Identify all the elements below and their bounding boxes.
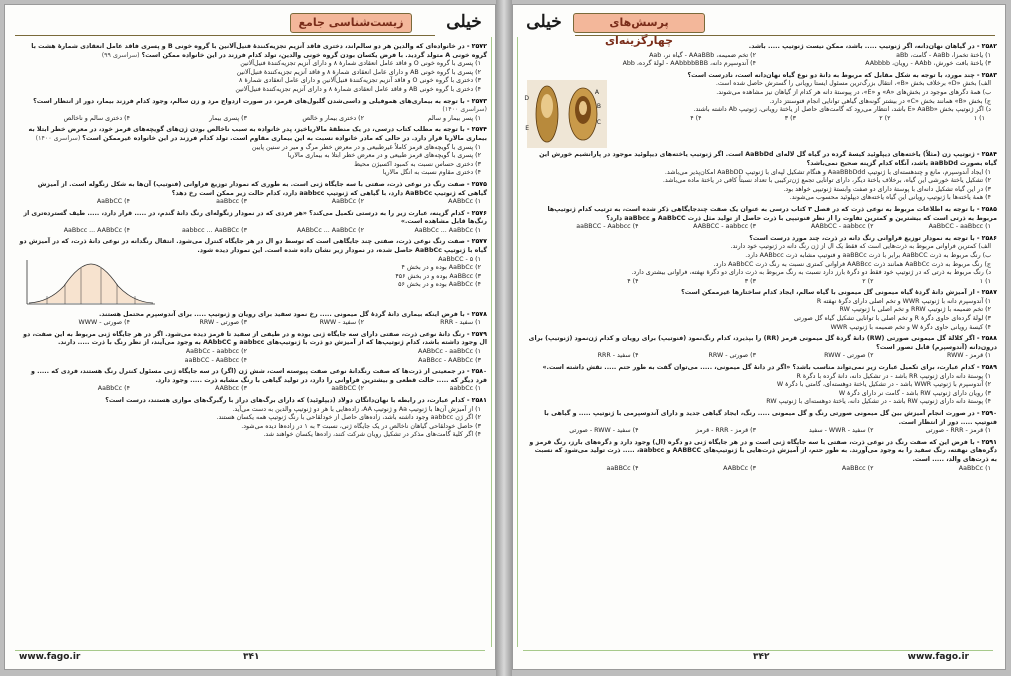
option-1: ۱) پسری با گویچه‌های قرمز کاملاً غیرطبیعی و در معرض خطر مرگ و میر در سنین پایین — [251, 143, 481, 151]
option-3: ۳) لولهٔ گرده‌ای حاوی دگرهٔ R و تخم اصلی با توانایی تشکیل گیاه گل صورتی — [794, 315, 991, 323]
option-3: ۳) AaBBcc - AABbCc — [418, 356, 481, 364]
question-stem: با توجه به اطلاعات مربوط به نوعی ذرت که در فصل ۳ کتاب درسی به عنوان یک صفت چندجایگاهی ذکر شده است، به ترتیب کدام ژنوتیپ‌ها مربوط به ذرتی است که بیشترین و کمترین تفاوت را از نظر فنوتیپی با ذرت حاصل از تولید مثل ذرت AaBbCC و aaBbcc دارد؟ — [547, 205, 997, 222]
question-stem: رنگ دانهٔ نوعی ذرت، صفتی دارای سه جایگاه ژنی بوده و در طیفی از سفید تا قرمز دیده می‌شود. اگر در هر جایگاه ژنی مربوط به این صفت، دو ال وجود داشته باشد، کدام ژنوتیپ‌ها که از آمیزش دو ذرت با ژنوتیپ‌های aabbcc و AAbbCC به وجود می‌آیند، از نظر رنگ با ذرت ..... دارند. — [23, 330, 487, 347]
question-stem: در جمعیتی از ذرت‌ها که صفت رنگدانهٔ نوعی صفت پیوسته است، شش ژن (اگر) در سه جایگاه ژنی مسئول کنترل رنگ هستند، فردی که ..... و فرد دیگر که ..... حالت قطعی و بیشترین فراوانی را دارد، در تولید گیاهی با رنگ مشابه ذرت ..... وجود دارد. — [31, 368, 487, 384]
option-2: ۲) AaBBcc — [841, 464, 874, 472]
option-4: ۴) دختری با گروه خونی AB و فاقد عامل انعقادی شمارهٔ ۸ و دارای آنزیم تجزیه‌کنندهٔ فنیل‌آلانین — [235, 85, 481, 93]
question-number: ۲۵۸۱ - — [466, 397, 487, 404]
statement-a: الف) کمترین فراوانی مربوط به ذرت‌هایی است که فقط یک ال از ژن رنگ دانه در ژنوتیپ خود دارند. — [730, 243, 991, 251]
option-1: ۱) پوستهٔ دانه دارای ژنوتیپ RR باشد - در تشکیل دانه، دانهٔ گرده با دگرهٔ R — [796, 372, 991, 380]
question-number: ۲۵۹۱ - — [976, 438, 997, 446]
question-number: ۲۵۸۳ - — [976, 71, 997, 79]
question-number: ۲۵۸۴ - — [976, 151, 997, 159]
question-stem: ژنوتیپ زن (مثلاً) یاخته‌های دیپلوئید کیسهٔ گرده در گیاه گل لاله‌ای AaBbDd است. اگر ژنوتیپ یاخته‌های دیپلوئید موجود در پارانشیم خورش این گیاه بصورت aaBbDd باشد، آنگاه کدام گزینه صحیح نمی‌باشد؟ — [539, 151, 997, 167]
left-footer-url[interactable]: www.fago.ir — [19, 652, 81, 662]
question-2581 — [19, 397, 487, 440]
question-stem: صفت رنگ در نوعی ذرت، صفتی با سه جایگاه ژنی است. به طوری که نمودار توزیع فراوانی (فنوتیپ) آن‌ها به شکل زنگوله است. از آمیزش گیاهی که ژنوتیپ AaBbCc دارد، با گیاهی که ژنوتیپ aabbcc دارد، کدام حالت زیر ممکن است رخ دهد؟ — [37, 180, 487, 197]
option-1: ۱) AaBbCC - aaBbcc — [928, 223, 991, 231]
right-side-rule — [517, 37, 518, 647]
option-3: ۳) صورتی - RRW — [199, 319, 247, 327]
option-1: ۱) سفید - RRR — [440, 319, 481, 327]
option-2: ۲) پسری با گروه خونی AB و دارای عامل انعقادی شمارهٔ ۸ و فاقد آنزیم تجزیه‌کنندهٔ فنیل‌آلانین — [236, 68, 481, 76]
question-2587 — [527, 289, 997, 332]
figure-label-b: B — [596, 103, 601, 111]
book-gutter — [496, 0, 512, 676]
option-1: ۱) پسری با گروه خونی O و فاقد عامل انعقادی شمارهٔ ۸ و دارای آنزیم تجزیه‌کنندهٔ فنیل‌آلانین — [240, 60, 481, 68]
question-stem: در خانواده‌ای که والدین هر دو سالم‌اند، دختری فاقد آنزیم تجزیه‌کنندهٔ فنیل‌آلانین با گروه خونی B و پسری فاقد عامل انعقادی شمارهٔ هشت با گروه خونی A متولد گردید. با فرض یکسان بودن گروه خونی والدین، تولد کدام فرزند در این خانواده ممکن است؟ — [31, 43, 487, 59]
option-3: ۳) صورتی - RRW — [708, 352, 756, 360]
right-header-title: پرسش‌های چهارگزینه‌ای — [573, 13, 705, 33]
question-2575 — [19, 181, 487, 207]
option-4: ۴) AaBbCc — [97, 385, 130, 393]
right-footer-url[interactable]: www.fago.ir — [907, 652, 969, 662]
choice-4: ۴) ۴ — [627, 277, 639, 285]
question-number: ۲۵۷۸ - — [466, 310, 487, 318]
question-2584 — [527, 151, 997, 203]
question-number: ۲۵۷۲ - — [466, 43, 487, 50]
question-number: ۲۵۸۸ - — [976, 335, 997, 343]
option-3: ۳) aabbcc ... AaBBCc — [181, 226, 247, 234]
choice-3: ۳) ۳ — [784, 114, 796, 122]
option-3: ۳) یاختهٔ بافت خورش، AAbb - رویان، AAbbbb — [865, 60, 991, 68]
option-2: ۲) aaBbCC — [331, 385, 364, 393]
question-number: ۲۵۹۰ - — [976, 410, 997, 417]
question-number: ۲۵۸۰ - — [466, 368, 487, 376]
question-2576 — [19, 210, 487, 236]
question-number: ۲۵۷۶ - — [466, 209, 487, 217]
question-stem: با فرض این که صفت رنگ در نوعی ذرت، صفتی با سه جایگاه ژنی است و در هر جایگاه ژنی دو دگره (ال) وجود دارد و دگره‌های بارز، رنگ قرمز و دگره‌های نهفته، رنگ سفید را به وجود می‌آورند. به طور حتم، از آمیزش ذرت‌هایی با ژنوتیپ‌های AABBCC و aabbcc، ..... ذرت تولید می‌شود که نسبت به ذرت‌های والد، ..... است. — [529, 438, 997, 463]
option-3: ۳) aaBbcc — [216, 198, 247, 206]
seed-figure — [524, 80, 607, 148]
option-4: ۴) دختری مقاوم نسبت به انگل مالاریا — [382, 169, 481, 177]
question-2590 — [527, 410, 997, 436]
question-2589 — [527, 364, 997, 407]
figure-label-c: C — [596, 119, 601, 127]
statement-a: الف) بخش «D» برخلاف بخش «B»، انتقال بزرگ‌ترین مسئول ایستا رویانی را گسترش حاصل شده است. — [715, 80, 991, 88]
statement-d: د) اگر ژنوتیپ بخش «E» AaBb باشد، انتظار می‌رود که گامت‌های حاصل از یاختهٔ رویانی، ژنوتیپ Ab داشته باشند. — [693, 106, 991, 114]
option-3: ۳) دختری حساس نسبت به کمبود اکسیژن محیط — [354, 160, 481, 168]
right-page-number: ۳۴۲ — [753, 652, 770, 662]
question-number: ۲۵۸۶ - — [976, 234, 997, 242]
left-header-title: زیست‌شناسی جامع — [290, 13, 412, 33]
option-2: ۲) سفید - WWR - سفید — [808, 427, 874, 435]
option-2: ۲) تشکیل یاختهٔ خورشی این گیاه، برخلاف یاختهٔ دیگر، دارای توانایی تجمع ژن‌ترکیبی با تعداد نسبتاً کافی در یاختهٔ ماده می‌باشد. — [662, 177, 991, 185]
question-number: ۲۵۷۹ - — [466, 330, 487, 338]
option-2: ۲) اگر ژن aabbcc وجود داشته باشد، زاده‌های حاصل از خودلقاحی با رنگ ژنوتیپ همه یکسان هستند. — [216, 414, 481, 422]
question-number: ۲۵۸۷ - — [976, 289, 997, 297]
question-source: (سراسری ۱۴۰۰) — [442, 106, 487, 114]
option-2: ۲) AaBbCc - aabbcc — [185, 348, 247, 356]
option-4: ۴) دختری سالم و ناخالص — [63, 114, 130, 122]
left-content — [19, 43, 487, 643]
option-2: ۲) تخم ضمیمه، AAaBBb - گیاه نر، Aab — [649, 51, 756, 59]
left-side-rule — [491, 37, 492, 647]
right-content — [524, 43, 997, 643]
left-page-number: ۳۴۱ — [243, 652, 260, 662]
choice-2: ۲) ۲ — [862, 277, 874, 285]
statement-c: ج) رنگ مربوط به ذرت AaBbCc همانند ذرت AABBcc فراوانی کمتری نسبت به رنگ ذرت AaBbCC دارد. — [713, 260, 991, 268]
option-4: ۴) AaBbcc ... AABbCc — [63, 226, 130, 234]
option-3: ۳) AABbCc — [723, 464, 756, 472]
right-header-rule — [575, 35, 995, 36]
option-2: ۲) AABbCC - aabbcc — [810, 223, 874, 231]
option-4: ۴) همهٔ یاخته‌ها با ژنوتیپ رویانی این گیاه یاخته‌های دیپلوئید محسوب می‌شوند. — [789, 194, 991, 202]
question-stem: با توجه به مطلب کتاب درسی، در یک منطقهٔ مالاریاخیز، پدر خانواده به سبب ناخالص بودن ژن‌های گویچه‌های قرمز خود، در معرض خطر ابتلا به بیماری مالاریا قرار دارد. در حالی که مادر خانواده نسبت به این بیماری مقاوم است. تولد کدام فرزند در این خانواده غیرممکن است؟ — [28, 126, 487, 142]
statement-b: ب) رنگ مربوط به ذرت AaBbCC برابر با ذرت aaBBCc و فنوتیپ مشابه ذرت AABbcc دارد. — [745, 251, 991, 259]
option-4: ۴) aaBBCc — [606, 464, 639, 472]
option-1: ۱) aabbCc — [449, 385, 481, 393]
option-1: ۱) قرمز - RWW — [946, 352, 991, 360]
question-stem: کدام گزینه، عبارت زیر را به درستی تکمیل می‌کند؟ «هر فردی که در نمودار زنگوله‌ای رنگ دانهٔ گندم، در ..... قرار دارد، ..... طیف گسترده‌تری از رنگ‌ها قابل مشاهده است.» — [23, 209, 487, 226]
question-2578 — [19, 311, 487, 328]
question-2583 — [524, 71, 997, 149]
bell-curve-figure — [19, 256, 159, 308]
option-3: ۳) AABBCC - aabbcc — [693, 223, 756, 231]
question-source: (سراسری ۹۹) — [101, 51, 140, 59]
option-2: ۲) AaBbCc بوده و در بخش ۴ — [401, 264, 481, 272]
figure-label-e: E — [525, 125, 529, 133]
question-2585 — [527, 206, 997, 232]
option-3: ۳) AABbcc — [215, 385, 247, 393]
question-2573 — [19, 98, 487, 124]
question-source: (سراسری ۱۴۰۰) — [35, 134, 81, 142]
question-2586 — [527, 235, 997, 287]
question-number: ۲۵۷۵ - — [466, 180, 487, 188]
question-2591 — [527, 439, 997, 473]
question-number: ۲۵۸۵ - — [976, 205, 997, 213]
option-4: ۴) کیسهٔ رویانی حاوی دگرهٔ W و تخم ضمیمه با ژنوتیپ WWR — [830, 323, 991, 331]
question-stem: با توجه به نمودار توزیع فراوانی رنگ دانه در ذرت، چند مورد درست است؟ — [749, 234, 975, 242]
option-3: ۳) رویان دارای ژنوتیپ RW باشد - گامت نر دارای دگرهٔ W — [838, 389, 991, 397]
option-1: ۱) از آمیزش آن‌ها با ژنوتیپ Aa و ژنوتیپ AA، زاده‌هایی با هر دو ژنوتیپ والدین به دست می‌آید. — [232, 405, 481, 413]
question-2579 — [19, 331, 487, 365]
question-stem: کدام عبارت، برای تکمیل عبارت زیر نمی‌تواند مناسب باشد؟ «اگر در دانهٔ گل میمونی، ..... می‌توان گفت به طور حتم ..... نقش داشته است.» — [542, 364, 975, 372]
option-1: ۱) قرمز - RRR - صورتی — [925, 427, 991, 435]
option-2: ۲) آندوسپرم با ژنوتیپ WWR باشد - در تشکیل یاختهٔ دوهسته‌ای، گامتی با دگرهٔ W — [776, 381, 991, 389]
question-stem: با توجه به بیماری‌های هموفیلی و داسی‌شدن گلبول‌های قرمز، در صورت ازدواج مرد و زن سالم، وجود کدام فرزند بیمار، دور از انتظار است؟ — [33, 97, 465, 105]
option-3: ۳) پسری بیمار — [209, 114, 247, 122]
choice-1: ۱) ۱ — [979, 277, 991, 285]
question-number: ۲۵۷۷ - — [466, 238, 487, 246]
question-stem: با فرض اینکه بیماری دانهٔ گردهٔ گل میمونی ..... رخ نمود سفید برای رویان و ژنوتیپ ..... برای آندوسپرم محتمل هستند. — [99, 310, 465, 318]
option-4: ۴) سفید - RWW - صورتی — [569, 427, 639, 435]
choice-1: ۱) ۱ — [973, 114, 985, 122]
question-number: ۲۵۸۲ - — [976, 43, 997, 50]
option-1: ۱) AaBbCc ... AaBbCc — [414, 226, 481, 234]
option-4: ۴) پوستهٔ دانه دارای ژنوتیپ RW باشد - در تشکیل دانه، یاختهٔ دوهسته‌ای با ژنوتیپ RW — [766, 398, 991, 406]
question-stem: از آمیزش دانهٔ گردهٔ گیاه میمونی گل میمونی با گیاه سالم، ایجاد کدام ساختارها غیرممکن است؟ — [681, 289, 975, 297]
option-1: ۱) یاختهٔ تخمزا، AaBb - گامت، aBb — [896, 51, 991, 59]
question-2577 — [19, 238, 487, 307]
option-4: ۴) صورتی - WWW — [78, 319, 130, 327]
option-2: ۲) AaBbCc — [331, 198, 364, 206]
question-2582 — [527, 43, 997, 69]
option-2: ۲) صورتی - RWW — [824, 352, 874, 360]
choice-2: ۲) ۲ — [879, 114, 891, 122]
option-3: ۳) دختری با گروه خونی O و فاقد آنزیم تجزیه‌کنندهٔ فنیل‌آلانین و دارای عامل انعقادی شمارهٔ ۸ — [239, 77, 481, 85]
question-stem: اگر کلالهٔ گل میمونی صورتی (RW) دانهٔ گردهٔ گل میمونی قرمز (RR) را بپذیرد، کدام رنگ‌نمود (فنوتیپ) برای رویان و کدام ژن‌نمود (ژنوتیپ) برای درون‌دانه (آندوسپرم) قابل تصور است؟ — [528, 335, 997, 351]
option-4: ۴) AaBbCC — [96, 198, 130, 206]
option-3: ۳) قرمز - RRR - قرمز — [695, 427, 756, 435]
left-page — [4, 4, 496, 670]
left-logo: خیلی — [446, 12, 482, 32]
option-1: ۱) AABbCc — [448, 198, 481, 206]
question-number: ۲۵۷۴ - — [466, 126, 487, 134]
question-2572 — [19, 43, 487, 95]
choice-3: ۳) ۳ — [744, 277, 756, 285]
question-number: ۲۵۷۳ - — [466, 97, 487, 105]
right-logo: خیلی — [526, 12, 562, 32]
question-stem: صفت رنگ نوعی ذرت، صفتی چند جایگاهی است که توسط دو ال در هر جایگاه کنترل می‌شود. انتقال رنگدانه در نوعی دانهٔ ذرت، که در آمیزش دو گیاه با ژنوتیپ AaBbCc حاصل شده، در نمودار زیر نشان داده شده است. این نمودار دیده شود. — [19, 238, 487, 255]
option-1: ۱) پسر بیمار و سالم — [427, 114, 481, 122]
figure-label-a: A — [594, 89, 599, 97]
option-3: ۳) AaBBcc بوده و در بخش ۴۵۶ — [395, 272, 481, 280]
statement-c: ج) بخش «B» همانند بخش «C» در بیشتر گونه‌های گیاهی توانایی انجام فتوسنتز دارد. — [769, 97, 991, 105]
right-page — [512, 4, 1006, 670]
option-4: ۴) AaBbCc بوده و در بخش ۵۶ — [398, 281, 481, 289]
option-2: ۲) AABbCc ... AaBbCc — [296, 226, 364, 234]
option-4: ۴) aaBBCC - Aabbcc — [576, 223, 639, 231]
option-1: ۱) AaBbCC - ۵ — [438, 255, 481, 263]
question-2588 — [527, 335, 997, 361]
option-4: ۴) سفید - RRR — [597, 352, 639, 360]
option-3: ۳) حاصل خودلقاحی گیاهان ناخالص در یک جایگاه ژنی، نسبت ۳ به ۱ در زاده‌ها دیده می‌شود. — [241, 422, 481, 430]
question-2574 — [19, 126, 487, 178]
option-4: ۴) اگر کلیهٔ گامت‌های مذکر در تشکیل رویان شرکت کنند، زاده‌ها یکسان خواهند شد. — [263, 431, 481, 439]
option-3: ۳) در این گیاه تشکیل دانه‌ای با پوستهٔ دارای دو صفت وابستهٔ ژنوتیپی خواهد بود. — [783, 185, 991, 193]
option-1: ۱) آندوسپرم دانه با ژنوتیپ WWR و تخم اصلی دارای دگرهٔ نهفته R — [816, 297, 991, 305]
choice-4: ۴) ۴ — [690, 114, 702, 122]
question-stem: چند مورد، با توجه به شکل مقابل که مربوط به دانهٔ دو نوع گیاه نهان‌دانه است، نادرست است؟ — [687, 71, 975, 79]
option-4: ۴) aaBbCC - AaBbcc — [184, 356, 247, 364]
option-2: ۲) پسری با گویچه‌های قرمز طبیعی و در معرض خطر ابتلا به بیماری مالاریا — [287, 152, 481, 160]
left-header-rule — [15, 35, 435, 36]
option-1: ۱) AABbCc - aaBbCc — [418, 348, 481, 356]
option-1: ۱) AaBbCc — [958, 464, 991, 472]
option-4: ۴) آندوسپرم دانه، AAbbbbBBB - لولهٔ گرده، Abb — [622, 60, 756, 68]
question-stem: در صورت انجام آمیزش بین گل میمونی صورتی رنگ و گل میمونی ..... رنگ، ایجاد گیاهی جدید و دارای آندوسپرمی با ژنوتیپ ..... و گیاهی با فنوتیپ ..... دور از انتظار است. — [544, 410, 997, 426]
option-2: ۲) تخم ضمیمه با ژنوتیپ RRW و تخم اصلی با ژنوتیپ RW — [839, 306, 991, 314]
question-number: ۲۵۸۹ - — [976, 364, 997, 372]
statement-d: د) رنگ مربوط به ذرتی که در ژنوتیپ خود فقط دو دگرهٔ بارز دارد نسبت به رنگ مربوط به ذرت دارای دو دگرهٔ نهفته، فراوانی بیشتری دارد. — [631, 269, 991, 277]
option-2: ۲) سفید - RWW — [319, 319, 364, 327]
question-stem: در گیاهان نهان‌دانه، اگر ژنوتیپ ..... باشد، ممکن نیست ژنوتیپ ..... باشد. — [748, 43, 975, 50]
option-2: ۲) دختری بیمار و خالص — [302, 114, 364, 122]
option-1: ۱) ایجاد آندوسپرم، مانع و چندهسته‌ای با ژنوتیپ AaaBBbDdd و هنگام تشکیل لپه‌ای با ژنوتیپ AaBbDD امکان‌پذیر می‌باشد. — [664, 168, 991, 176]
statement-b: ب) همهٔ دگرهای موجود در بخش‌های «A» و «E»، در پیوستهٔ دانه هر کدام از گیاهان نیز مشاهده می‌شوند. — [716, 88, 991, 96]
figure-label-d: D — [524, 95, 529, 103]
question-stem: کدام عبارت، در رابطه با نهان‌دانگان دولاد (دیپلوئید) که دارای برگ‌های دراز با رگبرگ‌های موازی هستند، درست است؟ — [105, 397, 465, 404]
question-2580 — [19, 368, 487, 394]
